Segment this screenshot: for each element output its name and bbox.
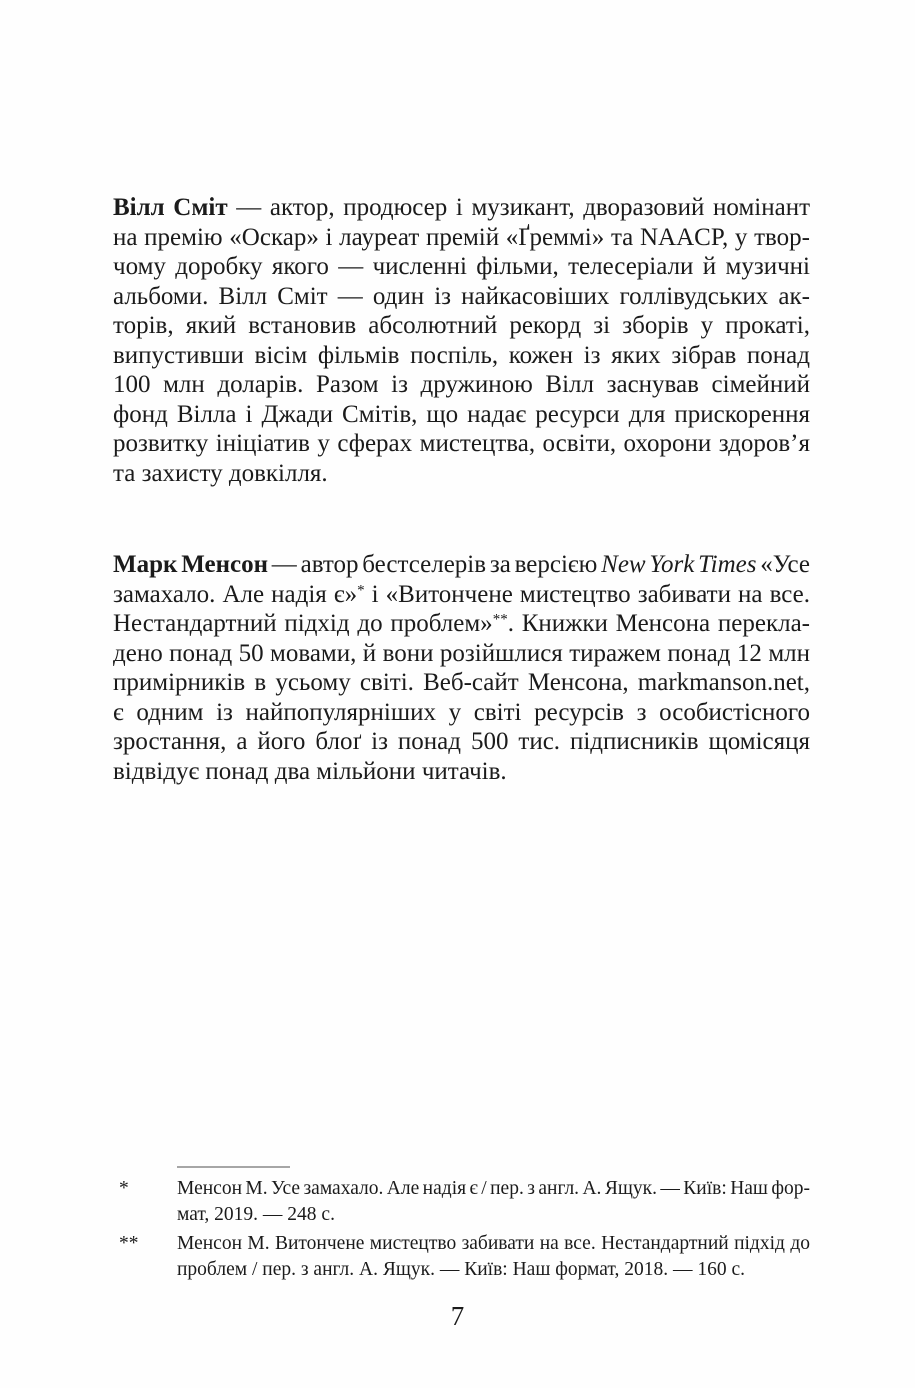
text-line bbox=[113, 550, 810, 580]
text-line bbox=[113, 400, 810, 430]
text-segment: дено понад 50 мовами, й вони розійшлися тиражем понад 12 млн bbox=[113, 639, 810, 667]
text-segment: зростання, а його блоґ із понад 500 тис. підписників щомісяця bbox=[113, 728, 810, 755]
text-line bbox=[113, 459, 810, 489]
paragraph-will-smith-bio bbox=[113, 193, 810, 488]
text-segment: — автор бестселерів за версією bbox=[267, 551, 602, 578]
text-segment: на премію «Оскар» і лауреат премій «Ґреммі» та NAACP, у твор- bbox=[113, 223, 810, 251]
text-segment: фонд Вілла і Джади Смітів, що надає ресурси для прискорення bbox=[113, 400, 810, 428]
text-segment: розвитку ініціатив у сферах мистецтва, освіти, охорони здоров’я bbox=[113, 430, 810, 457]
footnote-1 bbox=[113, 1176, 810, 1227]
text-segment: чому доробку якого — численні фільми, телесеріали й музичні bbox=[113, 253, 810, 280]
footnote-1-text bbox=[177, 1176, 810, 1227]
footnote-1-marker: * bbox=[119, 1178, 129, 1199]
text-segment: Менсон М. Витончене мистецтво забивати на все. Нестандартний підхід до bbox=[177, 1233, 810, 1254]
text-segment: «Усе bbox=[756, 551, 811, 578]
text-segment: Нестандартний підхід до проблем» bbox=[113, 610, 493, 637]
text-line bbox=[113, 609, 810, 639]
footnote-2 bbox=[113, 1231, 810, 1282]
text-line bbox=[113, 668, 810, 698]
text-line bbox=[113, 252, 810, 282]
text-line bbox=[113, 757, 810, 787]
text-segment: випустивши вісім фільмів поспіль, кожен із яких зібрав понад bbox=[113, 341, 810, 369]
paragraph-mark-manson-bio bbox=[113, 550, 810, 786]
text-line bbox=[113, 429, 810, 459]
text-line bbox=[113, 370, 810, 400]
text-line bbox=[113, 580, 810, 610]
text-line bbox=[113, 698, 810, 728]
text-segment: торів, який встановив абсолютний рекорд зі зборів у прокаті, bbox=[113, 312, 810, 339]
text-line bbox=[113, 193, 810, 223]
text-segment: проблем / пер. з англ. А. Ящук. — Київ: Наш формат, 2018. — 160 с. bbox=[177, 1258, 745, 1280]
text-line bbox=[113, 341, 810, 371]
footnote-ref-marker: ** bbox=[492, 611, 508, 628]
text-line bbox=[113, 282, 810, 312]
text-line bbox=[177, 1202, 810, 1228]
page-number: 7 bbox=[450, 1301, 465, 1331]
text-line bbox=[177, 1257, 810, 1283]
text-line bbox=[177, 1176, 810, 1202]
text-segment: замахало. Але надія є» bbox=[113, 580, 358, 608]
footnote-2-text bbox=[177, 1231, 810, 1282]
footnote-2-marker: ** bbox=[119, 1233, 139, 1254]
text-line bbox=[113, 223, 810, 253]
text-segment: New York Times bbox=[601, 551, 757, 578]
text-segment: Менсон М. Усе замахало. Але надія є / пер. з англ. А. Ящук. — Київ: Наш фор- bbox=[177, 1178, 810, 1199]
text-segment: Марк Менсон bbox=[113, 551, 268, 578]
text-segment: 100 млн доларів. Разом із дружиною Вілл заснував сімейний bbox=[113, 371, 810, 398]
text-segment: . Книжки Менсона перекла- bbox=[507, 610, 810, 637]
text-line bbox=[113, 727, 810, 757]
text-segment: мат, 2019. — 248 с. bbox=[177, 1203, 335, 1225]
footnotes-section bbox=[113, 1166, 810, 1286]
text-segment: Вілл Сміт bbox=[113, 194, 228, 221]
text-line bbox=[113, 311, 810, 341]
text-line bbox=[113, 639, 810, 669]
footnote-ref-marker: * bbox=[357, 582, 365, 598]
text-line bbox=[177, 1231, 810, 1257]
text-segment: є одним із найпопулярніших у світі ресурсів з особистісного bbox=[113, 698, 810, 726]
text-segment: альбоми. Вілл Сміт — один із найкасовіших голлівудських ак- bbox=[113, 282, 810, 310]
text-segment: та захисту довкілля. bbox=[113, 459, 328, 487]
text-segment: — актор, продюсер і музикант, дворазовий номінант bbox=[227, 194, 811, 221]
text-segment: примірників в усьому світі. Веб-сайт Менсона, markmanson.net, bbox=[113, 669, 810, 696]
text-segment: і «Витончене мистецтво забивати на все. bbox=[364, 580, 810, 608]
text-segment: відвідує понад два мільйони читачів. bbox=[113, 757, 507, 785]
footnote-separator-rule bbox=[177, 1166, 290, 1168]
